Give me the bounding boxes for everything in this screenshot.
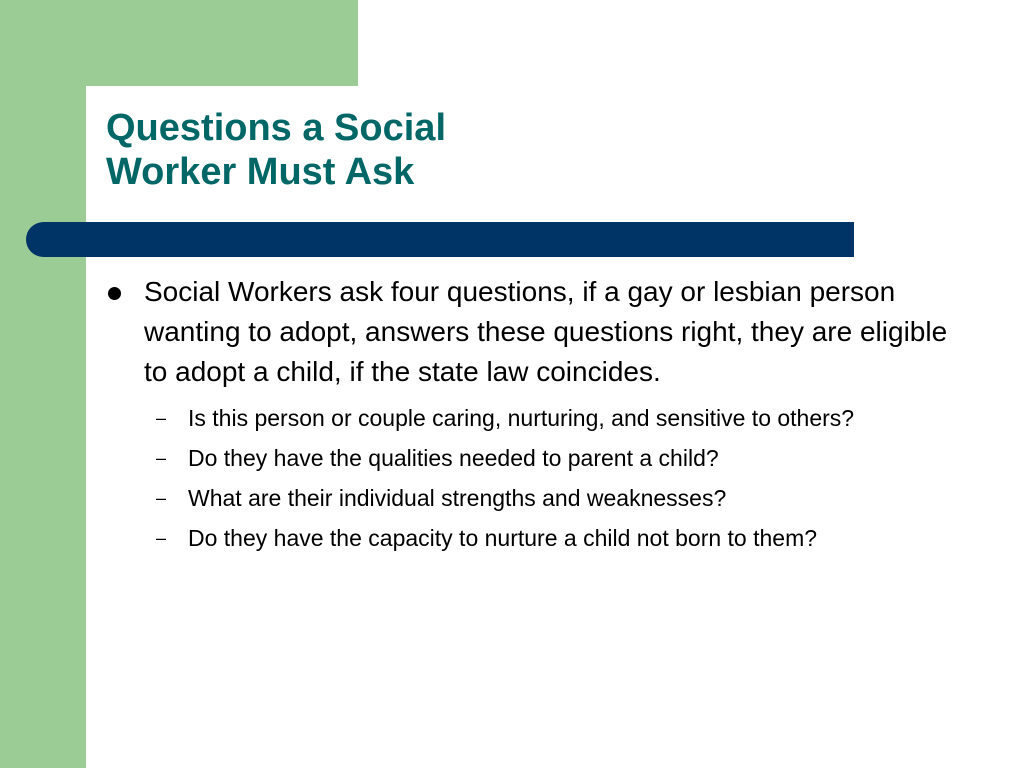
sub-bullet-text: Do they have the qualities needed to parent a child? bbox=[188, 445, 719, 471]
sub-bullet bbox=[106, 442, 966, 474]
dash-bullet-icon: – bbox=[156, 528, 167, 548]
green-top-decoration bbox=[0, 0, 358, 86]
title-divider-bar bbox=[26, 222, 854, 257]
sub-bullet-list bbox=[106, 402, 966, 554]
main-bullet-text: Social Workers ask four questions, if a gay or lesbian person wanting to adopt, answers these questions right, they are eligible to adopt a child, if the state law coincides. bbox=[144, 276, 948, 387]
dash-bullet-icon: – bbox=[156, 488, 167, 508]
sub-bullet-text: What are their individual strengths and weaknesses? bbox=[188, 485, 727, 511]
sub-bullet-text: Do they have the capacity to nurture a child not born to them? bbox=[188, 525, 818, 551]
main-bullet bbox=[106, 272, 966, 392]
dash-bullet-icon: – bbox=[156, 448, 167, 468]
dash-bullet-icon: – bbox=[156, 408, 167, 428]
slide-title-line-1: Questions a Social bbox=[106, 107, 446, 149]
sub-bullet-text: Is this person or couple caring, nurturing, and sensitive to others? bbox=[188, 405, 855, 431]
green-sidebar-decoration bbox=[0, 0, 86, 768]
bullet-dot-icon bbox=[108, 287, 121, 300]
slide-title-line-2: Worker Must Ask bbox=[106, 151, 415, 193]
slide-title bbox=[106, 106, 806, 194]
sub-bullet bbox=[106, 522, 966, 554]
sub-bullet bbox=[106, 402, 966, 434]
sub-bullet bbox=[106, 482, 966, 514]
slide-body bbox=[106, 272, 966, 562]
